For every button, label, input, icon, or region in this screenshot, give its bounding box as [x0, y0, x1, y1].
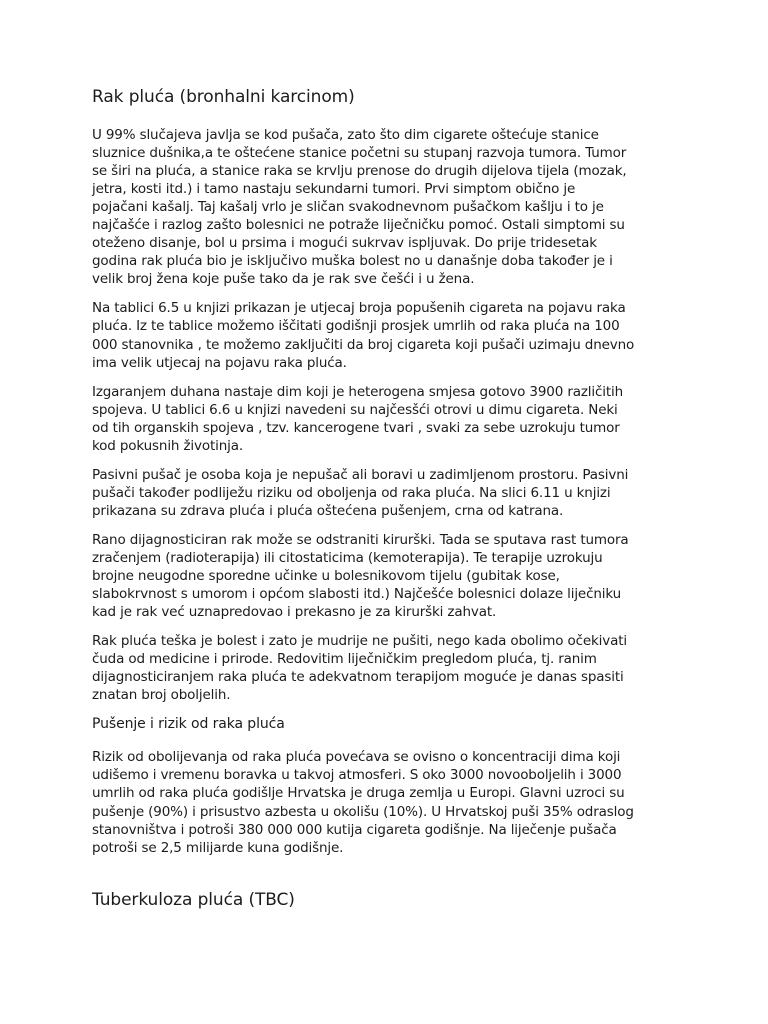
section-title-lung-cancer: Rak pluća (bronhalni karcinom)	[92, 87, 355, 107]
paragraph-prevention: Rak pluća teška je bolest i zato je mudrije ne pušiti, nego kada obolimo očekivati čuda od medicine i prirode. Redovitim liječničkim pregledom pluća, tj. ranim dijagnosticiranjem raka pluća te adekvatnom terapijom moguće je danas spasiti znatan broj oboljelih.	[92, 633, 627, 704]
section-title-tuberculosis: Tuberkuloza pluća (TBC)	[92, 889, 295, 910]
document-content	[92, 86, 682, 911]
paragraph-passive-smoker: Pasivni pušač je osoba koja je nepušač ali boravi u zadimljenom prostoru. Pasivni pušači također podliježu riziku od oboljenja od raka pluća. Na slici 6.11 u knjizi prikazana su zdrava pluća i pluća oštećena pušenjem, crna od katrana.	[92, 466, 629, 519]
subheading-smoking-risk: Pušenje i rizik od raka pluća	[92, 716, 285, 733]
paragraph-treatment: Rano dijagnosticiran rak može se odstraniti kirurški. Tada se sputava rast tumora zračenjem (radioterapija) ili citostaticima (kemoterapija). Te terapije uzrokuju brojne neugodne sporedne učinke u bolesnikovom tijelu (gubitak kose, slabokrvnost s umorom i općom slabosti itd.) Najčešće bolesnici dolaze liječniku kad je rak već uznapredovao i prekasno je za kirurški zahvat.	[92, 531, 629, 621]
paragraph-smoke-compounds: Izgaranjem duhana nastaje dim koji je heterogena smjesa gotovo 3900 različitih spojeva. U tablici 6.6 u knjizi navedeni su najčesšći otrovi u dimu cigareta. Neki od tih organskih spojeva , tzv. kancerogene tvari , svaki za sebe uzrokuju tumor kod pokusnih životinja.	[92, 383, 623, 454]
paragraph-table-6-5: Na tablici 6.5 u knjizi prikazan je utjecaj broja popušenih cigareta na pojavu raka pluća. Iz te tablice možemo iščitati godišnji prosjek umrlih od raka pluća na 100 000 stanovnika , te možemo zaključiti da broj cigareta koji pušači uzimaju dnevno ima velik utjecaj na pojavu raka pluća.	[92, 300, 635, 371]
paragraph-smokers-intro: U 99% slučajeva javlja se kod pušača, zato što dim cigarete oštećuje stanice sluznice dušnika,a te oštećene stanice početni su stupanj razvoja tumora. Tumor se širi na pluća, a stanice raka se krvlju prenose do drugih dijelova tijela (mozak, jetra, kosti itd.) i tamo nastaju sekundarni tumori. Prvi simptom obično je pojačani kašalj. Taj kašalj vrlo je sličan svakodnevnom pušačkom kašlju i to je najčašće i razlog zašto bolesnici ne potraže liječničku pomoć. Ostali simptomi su oteženo disanje, bol u prsima i mogući sukrvav ispljuvak. Do prije tridesetak godina rak pluća bio je isključivo muška bolest no u današnje doba također je i velik broj žena koje puše tako da je rak sve češći i u žena.	[92, 127, 627, 288]
paragraph-risk-statistics: Rizik od obolijevanja od raka pluća povećava se ovisno o koncentraciji dima koji udišemo i vremenu boravka u takvoj atmosferi. S oko 3000 novooboljelih i 3000 umrlih od raka pluća godišlje Hrvatska je druga zemlja u Europi. Glavni uzroci su pušenje (90%) i prisustvo azbesta u okolišu (10%). U Hrvatskoj puši 35% odraslog stanovništva i potroši 380 000 000 kutija cigareta godišnje. Na liječenje pušača potroši se 2,5 milijarde kuna godišnje.	[92, 749, 634, 856]
